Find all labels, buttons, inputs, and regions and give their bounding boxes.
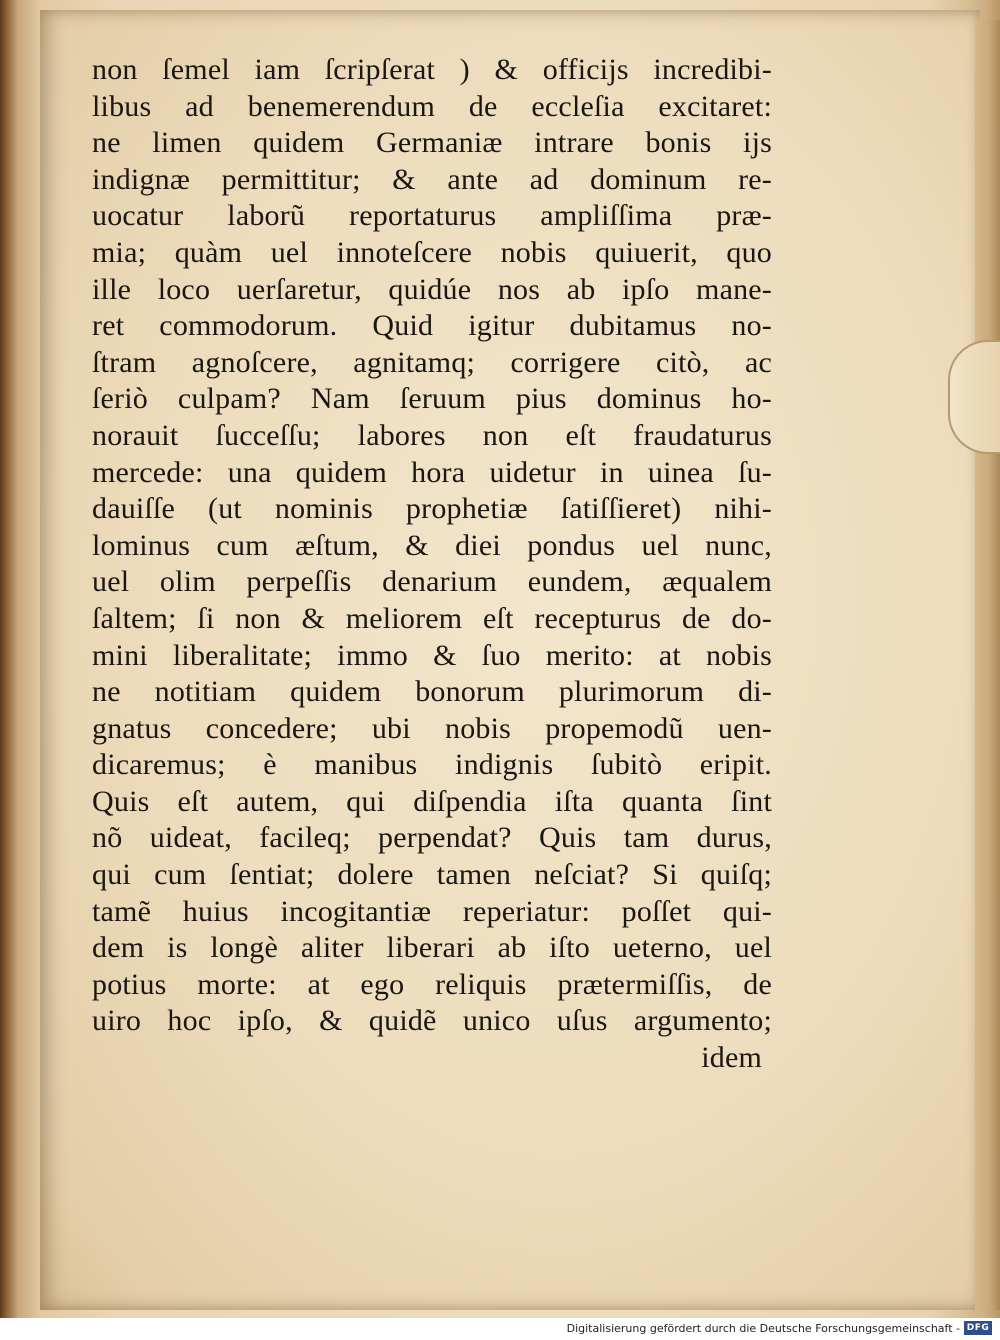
text-line: tamẽ huius incogitantiæ reperiatur: poſſet qui- — [92, 894, 772, 928]
text-line: dicaremus; è manibus indignis ſubitò eripit. — [92, 748, 772, 782]
text-line: ne notitiam quidem bonorum plurimorum di- — [92, 675, 772, 709]
text-line: ret commodorum. Quid igitur dubitamus no- — [92, 309, 772, 343]
text-line: gnatus concedere; ubi nobis propemodũ uen- — [92, 711, 772, 745]
text-line: Quis eſt autem, qui diſpendia iſta quanta ſint — [92, 784, 772, 818]
text-line: qui cum ſentiat; dolere tamen neſciat? Si quiſq; — [92, 858, 772, 892]
text-line: ſaltem; ſi non & meliorem eſt recepturus de do- — [92, 601, 772, 635]
text-line: nõ uideat, facileq; perpendat? Quis tam durus, — [92, 821, 772, 855]
text-line: mercede: una quidem hora uidetur in uinea ſu- — [92, 455, 772, 489]
page-fore-edge — [975, 20, 1000, 1310]
catchword: idem — [701, 1041, 762, 1075]
text-line: mini liberalitate; immo & ſuo merito: at nobis — [92, 638, 772, 672]
text-line: potius morte: at ego reliquis prætermiſſis, de — [92, 967, 772, 1001]
text-line: uiro hoc ipſo, & quidẽ unico uſus argumento; — [92, 1004, 772, 1038]
text-line: uel olim perpeſſis denarium eundem, æqualem — [92, 565, 772, 599]
text-line: ſtram agnoſcere, agnitamq; corrigere citò, ac — [92, 345, 772, 379]
text-line: indignæ permittitur; & ante ad dominum re- — [92, 162, 772, 196]
text-line: norauit ſucceſſu; labores non eſt fraudaturus — [92, 418, 772, 452]
dfg-logo-icon: DFG — [964, 1321, 992, 1335]
text-line: lominus cum æſtum, & diei pondus uel nunc, — [92, 528, 772, 562]
text-line: libus ad benemerendum de eccleſia excitaret: — [92, 89, 772, 123]
text-line: non ſemel iam ſcripſerat ) & officijs incredibi- — [92, 53, 772, 86]
text-line: mia; quàm uel innoteſcere nobis quiuerit, quo — [92, 235, 772, 269]
text-line: ne limen quidem Germaniæ intrare bonis ijs — [92, 126, 772, 160]
text-line: ſeriò culpam? Nam ſeruum pius dominus ho- — [92, 382, 772, 416]
page-body-text — [92, 52, 772, 1077]
text-line: uocatur laborũ reportaturus ampliſſima præ- — [92, 199, 772, 233]
text-line: dauiſſe (ut nominis prophetiæ ſatiſſieret) nihi- — [92, 492, 772, 526]
text-line: dem is longè aliter liberari ab iſto ueterno, uel — [92, 931, 772, 965]
digitization-credit: Digitalisierung gefördert durch die Deutsche Forschungsgemeinschaft - — [566, 1322, 960, 1335]
page-clip-tab — [948, 340, 1000, 454]
text-line: ille loco uerſaretur, quidúe nos ab ipſo mane- — [92, 272, 772, 306]
